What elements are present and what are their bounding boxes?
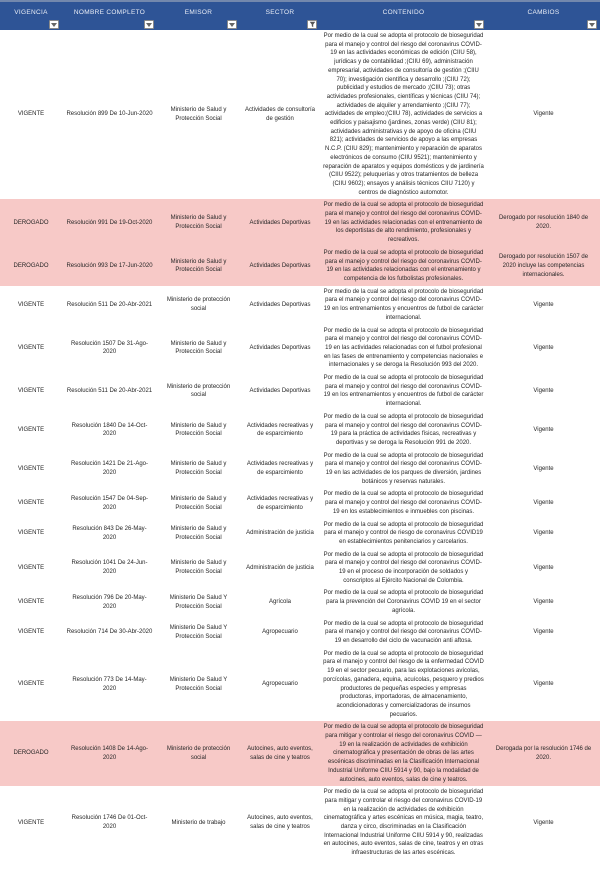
filter-dropdown-icon [589, 22, 595, 27]
cell-sector: Actividades Deportivas [249, 301, 311, 308]
table-row [0, 247, 600, 286]
cell-nombre-completo: Resolución 1547 De 04-Sep-2020 [70, 495, 149, 511]
cell-emisor: Ministerio de protección social [166, 297, 231, 313]
cell-sector: Actividades recreativas y de esparcimiento [246, 495, 314, 511]
filter-button-contenido[interactable] [474, 20, 484, 29]
cell-sector: Actividades Deportivas [249, 262, 311, 269]
cell-nombre-completo: Resolución 1408 De 14-Ago-2020 [70, 746, 149, 761]
cell-emisor: Ministerio De Salud Y Protección Social [169, 594, 228, 610]
cell-nombre-completo: Resolución 993 De 17-Jun-2020 [66, 262, 153, 269]
cell-vigencia: VIGENTE [17, 301, 45, 308]
cell-cambios: Vigente [533, 301, 554, 308]
cell-emisor: Ministerio de Salud y Protección Social [170, 525, 227, 541]
table-row [0, 786, 600, 860]
cell-emisor: Ministerio de protección social [166, 746, 231, 761]
table-row [0, 199, 600, 247]
filter-button-emisor[interactable] [227, 20, 237, 29]
cell-emisor: Ministerio De Salud Y Protección Social [169, 676, 228, 692]
table-row [0, 450, 600, 489]
cell-emisor: Ministerio de Salud y Protección Social [170, 495, 227, 511]
cell-nombre-completo: Resolución 511 De 20-Abr-2021 [66, 388, 153, 395]
cell-cambios: Vigente [533, 681, 554, 688]
cell-vigencia: VIGENTE [17, 629, 45, 636]
cell-contenido: Por medio de la cual se adopta el protocolo de bioseguridad para la prevención del Coronavirus COVID 19 en el sector agrícola. [323, 590, 484, 614]
cell-contenido: Por medio de la cual se adopta el protocolo de bioseguridad para el manejo y control del riesgo del coronavirus COVID-19 en desarrollo del ciclo de vacunación anti aftosa. [323, 620, 484, 644]
table-row [0, 286, 600, 325]
table-row [0, 587, 600, 617]
table-row [0, 372, 600, 411]
table-row [0, 30, 600, 199]
cell-vigencia: VIGENTE [17, 681, 45, 688]
cell-emisor: Ministerio de Salud y Protección Social [170, 106, 227, 122]
cell-emisor: Ministerio de Salud y Protección Social [170, 258, 227, 274]
cell-contenido: Por medio de la cual se adopta el protocolo de bioseguridad para mitigar y controlar el riesgo del coronavirus COVID — 19 en la realización de actividades de exhibición cinematográfica y presentación de obras de las artes escénicas discriminadas en la Clasificación Internacional Industrial Uniforme CIIU 5914 y 90, bajo la modalidad de autocines, auto eventos, salas de cine y teatros. [323, 724, 484, 783]
cell-vigencia: VIGENTE [17, 388, 45, 395]
column-header-cambios [487, 2, 600, 30]
cell-vigencia: VIGENTE [17, 344, 45, 351]
cell-sector: Administración de justicia [246, 530, 314, 537]
cell-contenido: Por medio de la cual se adopta el protocolo de bioseguridad para el manejo y control del riesgo del coronavirus COVID-19 en el proceso de incorporación de soldados y conscriptos al Ejército Nacional de Colombia. [323, 551, 484, 584]
column-header-label: NOMBRE COMPLETO [73, 9, 146, 16]
cell-cambios: Vigente [533, 530, 554, 537]
filter-button-vigencia[interactable] [49, 20, 59, 29]
cell-vigencia: VIGENTE [17, 599, 45, 606]
table-row [0, 488, 600, 518]
cell-nombre-completo: Resolución 843 De 26-May-2020 [72, 525, 147, 541]
cell-vigencia: DEROGADO [13, 262, 49, 269]
filter-dropdown-icon [51, 22, 57, 27]
column-header-label: VIGENCIA [14, 9, 48, 16]
cell-sector: Actividades Deportivas [249, 219, 311, 226]
filter-button-nombre-completo[interactable] [144, 20, 154, 29]
cell-nombre-completo: Resolución 1421 De 21-Ago-2020 [70, 461, 149, 477]
cell-nombre-completo: Resolución 899 De 10-Jun-2020 [66, 111, 153, 118]
cell-contenido: Por medio de la cual se adopta el protocolo de bioseguridad para el manejo y control del riesgo del coronavirus COVID-19 en los entrenamientos y encuentros de futbol de carácter internacional. [323, 375, 484, 408]
cell-sector: Administración de justicia [246, 564, 314, 571]
cell-contenido: Por medio de la cual se adopta el protocolo de bioseguridad para el manejo y control del riesgo del coronavirus COVID-19 en los entrenamientos y encuentros de futbol de carácter internacional. [323, 288, 484, 321]
table-row [0, 411, 600, 450]
cell-contenido: Por medio de la cual se adopta el protocolo de bioseguridad para el manejo y control del riesgo del coronavirus COVID-19 en las actividades relacionadas con el entrenamiento y competencia de los futbolistas profesionales. [323, 249, 484, 282]
cell-cambios: Vigente [533, 426, 554, 433]
cell-emisor: Ministerio de Salud y Protección Social [170, 461, 227, 477]
cell-cambios: Derogado por resolución 1840 de 2020. [498, 215, 589, 231]
cell-sector: Actividades Deportivas [249, 344, 311, 351]
cell-contenido: Por medio de la cual se adopta el protocolo de bioseguridad para el manejo y control del riesgo del coronavirus COVID-19 en los establecimientos e inmuebles con piscinas. [323, 491, 484, 515]
filter-dropdown-icon [146, 22, 152, 27]
cell-contenido: Por medio de la cual se adopta el protocolo de bioseguridad para el manejo y control del riesgo del coronavirus COVID-19 en las actividades relacionadas con el futbol profesional en las fases de entrenamiento y competencias nacionales e internacionales y se deroga la Resolución 993 del 2020. [323, 327, 484, 369]
cell-sector: Agropecuario [262, 629, 298, 636]
column-header-contenido [320, 2, 487, 30]
cell-emisor: Ministerio de protección social [166, 383, 231, 399]
column-header-emisor [157, 2, 240, 30]
column-header-label: CONTENIDO [382, 9, 425, 16]
cell-contenido: Por medio de la cual se adopta el protocolo de bioseguridad para el manejo y control del riesgo del coronavirus COVID-19 en las actividades de los parques de diversión, jardines botánicos y reservas naturales. [323, 452, 484, 485]
cell-nombre-completo: Resolución 1840 De 14-Oct-2020 [71, 422, 148, 438]
cell-contenido: Por medio de la cual se adopta el protocolo de bioseguridad para el manejo y control del riesgo del coronavirus COVID-19 en las actividades económicas de edición (CIIU 58), jurídicas y de contabilidad ;(CIIU 69), administración empresarial, actividades de consultoría de gestión ;(CIIU 70); investigación científica y desarrollo ;(CIIU 72); publicidad y estudios de mercado ;(CIIU 73); otras actividades profesionales, científicas y técnicas (CIIU 74); actividades de alquiler y arrendamiento ;(CIIU 77); actividades de empleo;(CIIU 78), actividades de servicios a edificios y paisajismo (jardines, zonas verde) (CIIU 81); actividades administrativas y de apoyo de oficina (CIIU 821); actividades de servicios de apoyo a las empresas N.C.P. (CIIU 829); mantenimiento y reparación de aparatos electrónicos de consumo (CIIU 9521); mantenimiento y reparación de aparatos y equipos domésticos y de jardinería (CIIU 9522); peluquerías y otros tratamientos de belleza (CIIU 9602); ensayos y análisis técnicos CIIU 7120) y centros de diagnóstico automotor. [323, 33, 484, 196]
cell-cambios: Vigente [533, 344, 554, 351]
cell-contenido: Por medio de la cual se adopta el protocolo de bioseguridad para el manejo y control del riesgo del coronavirus COVID-19 en las actividades relacionadas con el entrenamiento de los deportistas de alto rendimiento, profesionales y recreativos. [323, 202, 484, 244]
cell-sector: Actividades recreativas y de esparcimiento [246, 461, 314, 477]
filter-funnel-icon [309, 21, 316, 28]
cell-vigencia: VIGENTE [17, 500, 45, 507]
cell-sector: Actividades de consultoría de gestión [244, 106, 316, 122]
cell-sector: Agrícola [268, 599, 291, 606]
cell-cambios: Derogado por resolución 1507 de 2020 incluye las competencias internacionales. [498, 254, 589, 278]
filter-dropdown-icon [476, 22, 482, 27]
cell-contenido: Por medio de la cual se adopta el protocolo de bioseguridad para el manejo y control de riesgo de coronavirus COVID19 en establecimientos penitenciarios y carcelarios. [323, 521, 484, 545]
cell-contenido: Por medio de la cual se adopta el protocolo de bioseguridad para mitigar y controlar el riesgo del coronavirus COVID-19 en la realización de actividades de exhibición cinematográfica y artes escénicas en música, magia, teatro, danza y circo, discriminadas en la Clasificación Internacional Industrial Uniforme CIIU 5914 y 90, realizadas en autocines, auto eventos, salas de cine, teatros y en otras infraestructuras de las artes escénicas. [323, 789, 484, 857]
table-header-row [0, 0, 600, 30]
cell-cambios: Vigente [533, 599, 554, 606]
cell-sector: Autocines, auto eventos, salas de cine y teatros [247, 746, 313, 761]
cell-emisor: Ministerio De Salud Y Protección Social [169, 624, 228, 640]
cell-contenido: Por medio de la cual se adopta el protocolo de bioseguridad para el manejo y control del riesgo de la enfermedad COVID 19 en el sector pecuario, para las explotaciones avícolas, porcícolas, ganadera, equina, acuícolas, pesquero y predios productores de pequeñas especies y empresas productoras, importadoras, de almacenamiento, acondicionadoras y comercializadoras de insumos pecuarios. [323, 650, 484, 718]
filter-dropdown-icon [229, 22, 235, 27]
cell-emisor: Ministerio de trabajo [171, 819, 226, 826]
cell-nombre-completo: Resolución 511 De 20-Abr-2021 [66, 301, 153, 308]
cell-sector: Actividades recreativas y de esparcimiento [246, 422, 314, 438]
cell-vigencia: VIGENTE [17, 465, 45, 472]
table-row [0, 519, 600, 549]
cell-sector: Actividades Deportivas [249, 388, 311, 395]
cell-contenido: Por medio de la cual se adopta el protocolo de bioseguridad para el manejo y control del riesgo del coronavirus COVID-19 para la práctica de actividades físicas, recreativas y deportivas y se deroga la Resolución 991 de 2020. [323, 413, 484, 446]
cell-cambios: Vigente [533, 629, 554, 636]
cell-vigencia: VIGENTE [17, 564, 45, 571]
table-row [0, 618, 600, 648]
cell-cambios: Vigente [533, 500, 554, 507]
cell-emisor: Ministerio de Salud y Protección Social [170, 560, 227, 576]
column-header-nombre-completo [62, 2, 157, 30]
column-header-vigencia [0, 2, 62, 30]
cell-emisor: Ministerio de Salud y Protección Social [170, 422, 227, 438]
cell-cambios: Vigente [533, 564, 554, 571]
cell-sector: Agropecuario [262, 681, 298, 688]
cell-vigencia: VIGENTE [17, 530, 45, 537]
cell-vigencia: VIGENTE [17, 819, 45, 826]
filter-button-sector[interactable] [307, 20, 317, 29]
column-header-label: CAMBIOS [527, 9, 560, 16]
cell-vigencia: VIGENTE [17, 111, 45, 118]
cell-vigencia: DEROGADO [13, 750, 49, 757]
table-body [0, 30, 600, 860]
cell-nombre-completo: Resolución 1507 De 31-Ago-2020 [70, 340, 149, 356]
table-row [0, 549, 600, 588]
column-header-label: EMISOR [184, 9, 213, 16]
cell-nombre-completo: Resolución 1041 De 24-Jun-2020 [71, 560, 148, 576]
table-row [0, 648, 600, 722]
cell-nombre-completo: Resolución 773 De 14-May-2020 [72, 676, 147, 692]
cell-vigencia: DEROGADO [13, 219, 49, 226]
cell-cambios: Vigente [533, 819, 554, 826]
table-row [0, 721, 600, 786]
cell-cambios: Derogada por la resolución 1746 de 2020. [495, 746, 592, 761]
cell-vigencia: VIGENTE [17, 426, 45, 433]
cell-cambios: Vigente [533, 465, 554, 472]
column-header-sector [240, 2, 320, 30]
cell-cambios: Vigente [533, 111, 554, 118]
column-header-label: SECTOR [265, 9, 295, 16]
cell-nombre-completo: Resolución 796 De 20-May-2020 [72, 594, 147, 610]
cell-cambios: Vigente [533, 388, 554, 395]
cell-emisor: Ministerio de Salud y Protección Social [170, 340, 227, 356]
cell-nombre-completo: Resolución 714 De 30-Abr-2020 [66, 629, 153, 636]
filter-button-cambios[interactable] [587, 20, 597, 29]
table-row [0, 325, 600, 373]
cell-sector: Autocines, auto eventos, salas de cine y teatros [247, 815, 313, 831]
cell-nombre-completo: Resolución 1746 De 01-Oct-2020 [71, 815, 148, 831]
cell-emisor: Ministerio de Salud y Protección Social [170, 215, 227, 231]
cell-nombre-completo: Resolución 991 De 19-Oct-2020 [66, 219, 153, 226]
